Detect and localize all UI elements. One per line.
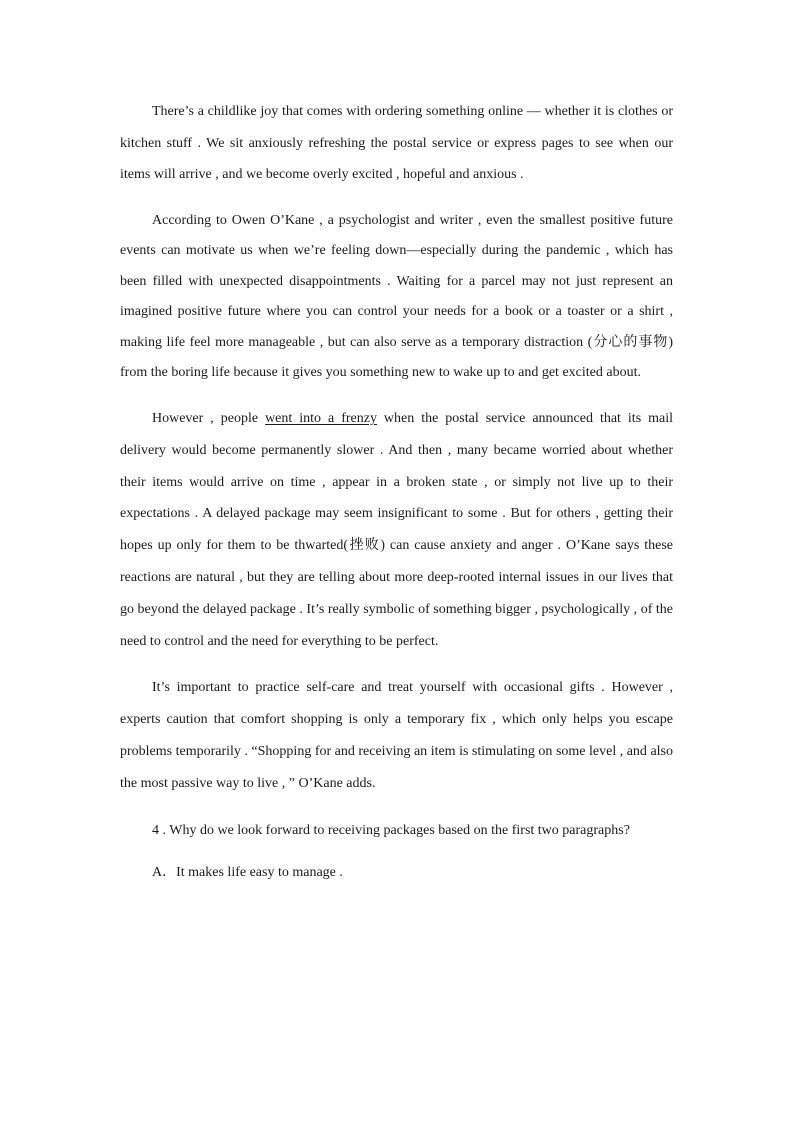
option-a[interactable]: A．It makes life easy to manage . <box>152 865 343 881</box>
document-page <box>120 96 673 888</box>
paragraph-1: There’s a childlike joy that comes with ordering something online — whether it is clothes or kitchen stuff . We sit anxiously refreshing the postal service or express pages to see when our items will arrive , and we become overly excited , hopeful and anxious . <box>120 104 673 182</box>
paragraph-3-lead: However , people <box>152 411 266 427</box>
paragraph-3-rest: when the postal service announced that its mail delivery would become permanently slower . And then , many became worried about whether their items would arrive on time , appear in a broken state , or simply not live up to their expectations . A delayed package may seem insignificant to some . But for others , getting their hopes up only for them to be thwarted(挫败) can cause anxiety and anger . O’Kane says these reactions are natural , but they are telling about more deep-rooted internal issues in our lives that go beyond the delayed package . It’s really symbolic of something bigger , psychologically , of the need to control and the need for everything to be perfect. <box>120 411 673 649</box>
question-4-stem: 4 . Why do we look forward to receiving packages based on the first two paragraphs? <box>152 823 630 839</box>
paragraph-2: According to Owen O’Kane , a psychologist and writer , even the smallest positive future events can motivate us when we’re feeling down—especially during the pandemic , which has been filled with unexpected disappointments . Waiting for a parcel may not just represent an imagined positive future where you can control your needs for a book or a toaster or a shirt , making life feel more manageable , but can also serve as a temporary distraction (分心的事物) from the boring life because it gives you something new to wake up to and get excited about. <box>120 212 673 381</box>
underlined-phrase: went into a frenzy <box>265 411 377 427</box>
paragraph-4: It’s important to practice self-care and treat yourself with occasional gifts . However , experts caution that comfort shopping is only a temporary fix , which only helps you escape problems temporarily . “Shopping for and receiving an item is stimulating on some level , and also the most passive way to live , ” O’Kane adds. <box>120 680 673 792</box>
paragraph-3 <box>120 403 673 657</box>
